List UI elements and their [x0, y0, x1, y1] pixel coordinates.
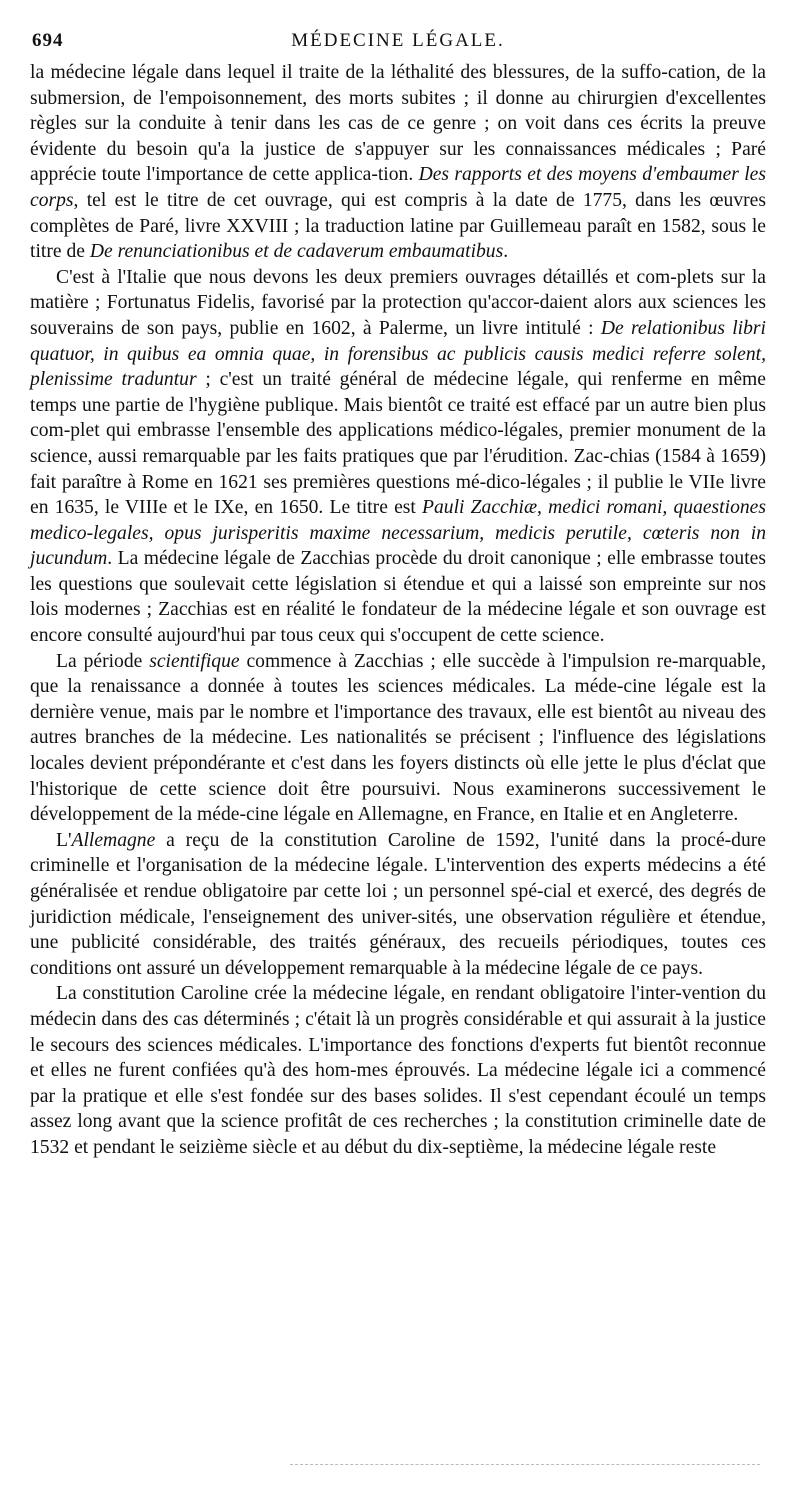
text-run: C'est à l'Italie que nous devons les deux premiers ouvrages détaillés et com-plets sur la matière ; Fortunatus Fidelis, favorisé par la protection qu'accor-daient alors aux sciences les souverains de son pays, publie en 1602, à Palerme, un livre intitulé : — [30, 266, 766, 339]
text-run: . — [503, 241, 509, 263]
paragraph — [30, 828, 766, 982]
page-number: 694 — [32, 30, 64, 51]
text-run: . La médecine légale de Zacchias procède du droit canonique ; elle embrasse toutes les questions que soulevait cette législation si étendue et qui a laissé son empreinte sur nos lois modernes ; Zacchias est en réalité le fondateur de la médecine légale et son ouvrage est encore consulté aujourd'hui par tous ceux qui s'occupent de cette science. — [30, 548, 766, 647]
text-run: La constitution Caroline crée la médecine légale, en rendant obligatoire l'inter-vention du médecin dans des cas déterminés ; c'était là un progrès considérable et qui assurait à la justice le secours des sciences médicales. L'importance des fonctions d'experts fut bientôt reconnue et elles ne furent confiées qu'à des hom-mes éprouvés. La médecine légale ici a commencé par la pratique et elle s'est fondée sur des bases solides. Il s'est cependant écoulé un temps assez long avant que la science profitât de ces recherches ; la constitution criminelle date de 1532 et pendant le seizième siècle et au début du dix-septième, la médecine légale reste — [30, 983, 766, 1158]
paragraph — [30, 60, 766, 265]
text-run: a reçu de la constitution Caroline de 1592, l'unité dans la procé-dure criminelle et l'organisation de la médecine légale. L'intervention des experts médecins a été généralisée et rendue obligatoire par cette loi ; un personnel spé-cial et exercé, des degrés de juridiction médicale, l'enseignement des univer-sités, une observation régulière et étendue, une publicité considérable, des traités généraux, des recueils périodiques, toutes ces conditions ont assuré un développement remarquable à la médecine légale de ce pays. — [30, 829, 766, 979]
italic-text: scientifique — [149, 650, 240, 672]
italic-text: De renunciationibus et de cadaverum embaumatibus — [89, 241, 504, 263]
body-text — [30, 60, 766, 1161]
footer-rule — [290, 1464, 760, 1465]
italic-text: De relationibus libri quatuor, in quibus ea omnia quae, in forensibus ac publicis causis medici referre solent, plenissime traduntur — [30, 317, 766, 391]
italic-text: Des rapports et des moyens d'embaumer les corps — [30, 164, 766, 211]
page-header — [30, 30, 766, 56]
text-run: commence à Zacchias ; elle succède à l'impulsion re-marquable, que la renaissance a donnée à toutes les sciences médicales. La méde-cine légale est la dernière venue, mais par le nombre et l'importance des travaux, elle est bientôt au niveau des autres branches de la médecine. Les nationalités se précisent ; l'influence des législations locales devient prépondérante et c'est dans les foyers distincts où elle jette le plus d'éclat que l'historique de cette science doit être poursuivi. Nous examinerons successivement le développement de la méde-cine légale en Allemagne, en France, en Italie et en Angleterre. — [30, 650, 766, 826]
text-run: , tel est le titre de cet ouvrage, qui est compris à la date de 1775, dans les œuvres complètes de Paré, livre XXVIII ; la traduction latine par Guillemeau paraît en 1582, sous le titre de — [30, 189, 766, 263]
text-run: ; c'est un traité général de médecine légale, qui renferme en même temps une partie de l'hygiène publique. Mais bientôt ce traité est effacé par un autre bien plus com-plet qui embrasse l'ensemble des applications médico-légales, premier monument de la science, aussi remarquable par les faits pratiques que par l'érudition. Zac-chias (1584 à 1659) fait paraître à Rome en 1621 ses premières questions mé-dico-légales ; il publie le VIIe livre en 1635, le VIIIe et le IXe, en 1650. Le titre est — [30, 369, 766, 519]
paragraph — [30, 649, 766, 828]
running-title: MÉDECINE LÉGALE. — [291, 30, 505, 51]
text-run: La période — [56, 650, 150, 672]
text-run: la médecine légale dans lequel il traite de la léthalité des blessures, de la suffo-cation, de la submersion, de l'empoisonnement, des morts subites ; il donne au chirurgien d'excellentes règles sur la conduite à tenir dans les cas de ce genre ; on voit dans ces écrits la preuve évidente du besoin qu'a la justice de s'appuyer sur les connaissances médicales ; Paré apprécie toute l'importance de cette applica-tion. — [30, 62, 766, 186]
paragraph — [30, 265, 766, 649]
italic-text: Pauli Zacchiæ, medici romani, quaestiones medico-legales, opus jurisperitis maxime necessarium, medicis perutile, cœteris non in jucundum — [30, 497, 766, 570]
italic-text: Allemagne — [71, 829, 156, 851]
paragraph — [30, 981, 766, 1160]
text-run: L' — [56, 829, 72, 851]
